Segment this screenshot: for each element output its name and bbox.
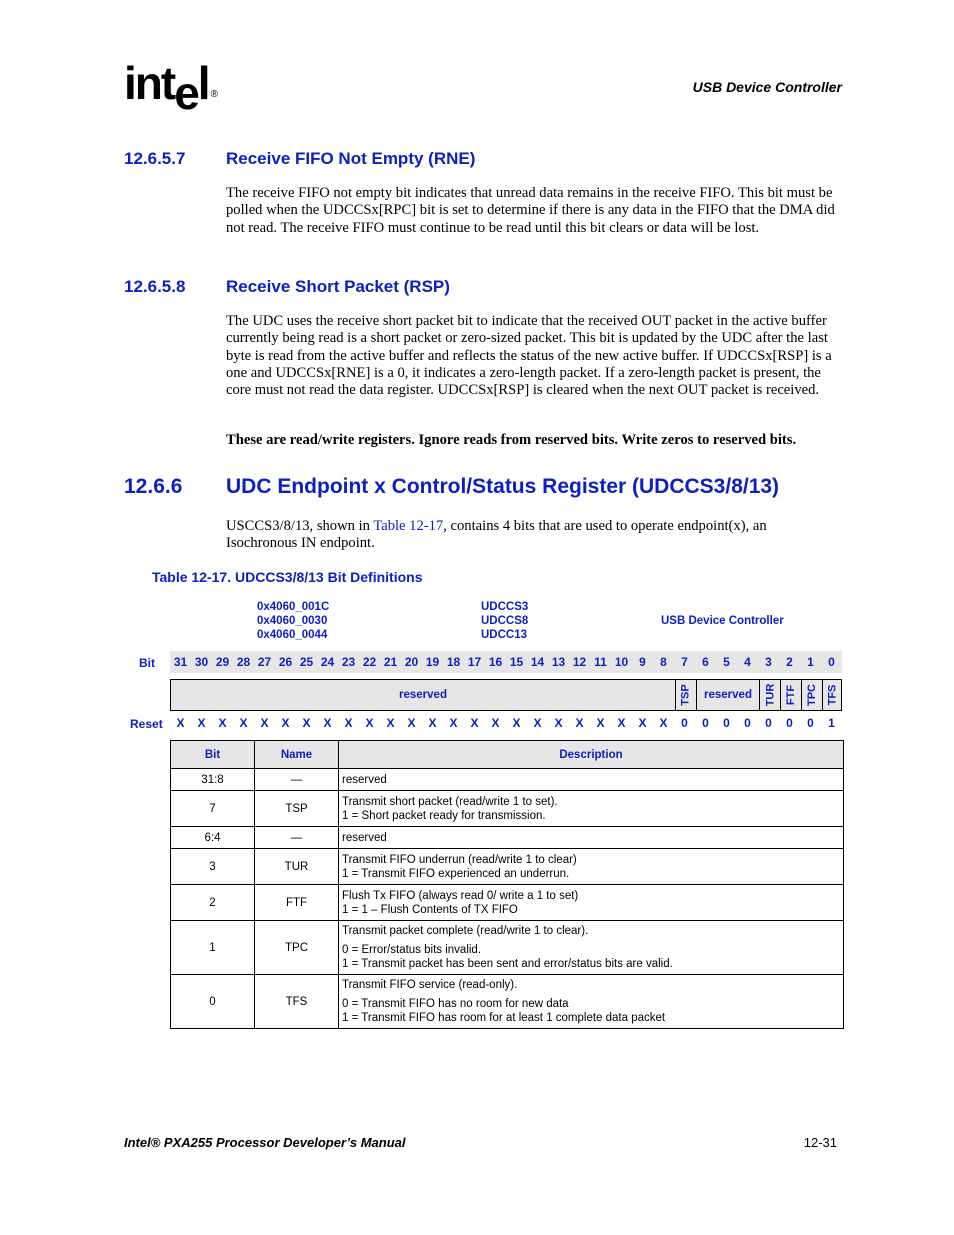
field-tpc (802, 680, 823, 710)
field-tsp (676, 680, 697, 710)
reset-value: X (533, 716, 542, 730)
bit-number-row (170, 651, 842, 673)
field-tur (760, 680, 781, 710)
bit-number: 17 (467, 655, 482, 669)
bit-number: 8 (660, 655, 667, 669)
name-cell: TPC (255, 921, 339, 975)
description-line: 1 = Transmit FIFO experienced an underrun. (342, 867, 570, 880)
reset-value: X (470, 716, 479, 730)
section-heading-udccs (124, 475, 884, 501)
reset-value: 1 (828, 716, 835, 730)
reset-value: X (428, 716, 437, 730)
description-line: reserved (342, 773, 387, 786)
section-title: Receive FIFO Not Empty (RNE) (226, 149, 476, 168)
reset-value: 0 (702, 716, 709, 730)
reset-value: X (554, 716, 563, 730)
note-read-write: These are read/write registers. Ignore reads from reserved bits. Write zeros to reserved bits. (226, 432, 797, 448)
description-line: 1 = 1 – Flush Contents of TX FIFO (342, 903, 518, 916)
description-cell (339, 791, 844, 827)
reset-value: X (617, 716, 626, 730)
bit-cell: 3 (171, 849, 255, 885)
bit-number: 2 (786, 655, 793, 669)
section-title: UDC Endpoint x Control/Status Register (UDCCS3/8/13) (226, 475, 780, 498)
table-row (171, 827, 844, 849)
table-row (171, 975, 844, 1029)
column-header-name: Name (255, 741, 339, 769)
reset-value: X (491, 716, 500, 730)
paragraph-udccs (226, 518, 826, 553)
section-number: 12.6.5.8 (124, 277, 186, 296)
bit-number: 1 (807, 655, 814, 669)
reset-value: X (218, 716, 227, 730)
footer-manual-title: Intel® PXA255 Processor Developer’s Manual (124, 1135, 406, 1150)
reset-value: X (638, 716, 647, 730)
bit-row-label: Bit (139, 656, 155, 670)
bit-number: 7 (681, 655, 688, 669)
bit-number: 28 (236, 655, 251, 669)
table-row (171, 791, 844, 827)
column-header-description: Description (339, 741, 844, 769)
description-cell (339, 921, 844, 975)
table-row (171, 921, 844, 975)
bit-number: 20 (404, 655, 419, 669)
description-line: 1 = Short packet ready for transmission. (342, 809, 546, 822)
bit-number: 14 (530, 655, 545, 669)
description-cell (339, 975, 844, 1029)
intel-logo: intel ® (124, 57, 218, 119)
field-tfs (823, 680, 841, 710)
reset-row-label: Reset (130, 717, 163, 731)
description-line: Flush Tx FIFO (always read 0/ write a 1 to set) (342, 889, 579, 902)
name-cell: TUR (255, 849, 339, 885)
name-cell: TSP (255, 791, 339, 827)
reset-value: X (659, 716, 668, 730)
field-label: FTF (785, 684, 798, 706)
bit-number: 10 (614, 655, 629, 669)
register-name: UDCCS8 (481, 615, 529, 627)
field-reserved-high (171, 680, 676, 710)
bit-number: 24 (320, 655, 335, 669)
bit-cell: 1 (171, 921, 255, 975)
field-label: TUR (764, 683, 777, 707)
description-line: 1 = Transmit FIFO has room for at least 1 complete data packet (342, 1012, 666, 1024)
reset-value: 0 (807, 716, 814, 730)
field-label: reserved (399, 689, 447, 701)
bit-number: 19 (425, 655, 440, 669)
footer-page-number: 12-31 (803, 1135, 837, 1150)
description-line: Transmit packet complete (read/write 1 to clear). (342, 925, 589, 937)
bit-number: 13 (551, 655, 566, 669)
reset-value: X (449, 716, 458, 730)
bit-number: 26 (278, 655, 293, 669)
register-name: UDCCS3 (481, 601, 529, 613)
field-label: TPC (806, 684, 818, 706)
unit-name: USB Device Controller (661, 615, 784, 627)
field-label: TSP (680, 684, 692, 706)
bit-number: 21 (383, 655, 398, 669)
description-line: Transmit FIFO service (read-only). (342, 979, 518, 991)
table-header-row (171, 741, 844, 769)
table-row (171, 885, 844, 921)
reset-value: X (176, 716, 185, 730)
bit-number: 6 (702, 655, 709, 669)
name-cell: — (255, 827, 339, 849)
bit-number: 0 (828, 655, 835, 669)
table-row (171, 769, 844, 791)
bit-number: 3 (765, 655, 772, 669)
reset-value: X (302, 716, 311, 730)
reset-value: X (344, 716, 353, 730)
description-line: 1 = Transmit packet has been sent and error/status bits are valid. (342, 958, 673, 970)
reset-value: 0 (765, 716, 772, 730)
body-text: , contains 4 bits that are used to operate endpoint(x), an Isochronous IN endpoint. (226, 518, 767, 552)
bit-number: 4 (744, 655, 751, 669)
section-heading-rne (124, 149, 824, 171)
name-cell: — (255, 769, 339, 791)
body-text: USCCS3/8/13, shown in (226, 518, 374, 534)
bit-number: 27 (257, 655, 272, 669)
name-cell: FTF (255, 885, 339, 921)
column-header-bit: Bit (171, 741, 255, 769)
reset-value: X (407, 716, 416, 730)
field-reserved-low (697, 680, 760, 710)
reset-value: X (386, 716, 395, 730)
paragraph-rsp: The UDC uses the receive short packet bit to indicate that the received OUT packet in the active buffer currently being read is a short packet or zero-sized packet. This bit is updated by the UDC after the last byte is read from the active buffer and reflects the status of the new active buffer. If UDCCSx[RSP] is a one and UDCCSx[RNE] is a 0, it indicates a zero-length packet. If a zero-length packet is present, the core must not read the data register. UDCCSx[RSP] is cleared when the next OUT packet is received. (226, 313, 832, 399)
table-caption: Table 12-17. UDCCS3/8/13 Bit Definitions (152, 569, 423, 585)
reset-value: X (260, 716, 269, 730)
bit-number: 12 (572, 655, 587, 669)
bit-number: 23 (341, 655, 356, 669)
section-number: 12.6.5.7 (124, 149, 186, 168)
table-row (171, 849, 844, 885)
register-list (481, 600, 528, 642)
description-line: reserved (342, 831, 387, 844)
field-label: reserved (704, 689, 752, 701)
bit-number: 18 (446, 655, 461, 669)
bit-number: 16 (488, 655, 503, 669)
description-cell (339, 769, 844, 791)
reset-value: X (239, 716, 248, 730)
section-title: Receive Short Packet (RSP) (226, 277, 450, 296)
description-line: Transmit FIFO underrun (read/write 1 to clear) (342, 853, 577, 866)
table-link[interactable]: Table 12-17 (373, 518, 444, 534)
header-section-title: USB Device Controller (692, 79, 842, 95)
reset-value: X (197, 716, 206, 730)
paragraph-rne: The receive FIFO not empty bit indicates that unread data remains in the receive FIFO. This bit must be polled when the UDCCSx[RPC] bit is set to determine if there is any data in the FIFO that the DMA did not read. The receive FIFO must continue to be read until this bit clears or data will be lost. (226, 185, 835, 236)
bit-cell: 31:8 (171, 769, 255, 791)
section-heading-rsp (124, 277, 824, 299)
description-line: 0 = Error/status bits invalid. (342, 944, 482, 956)
reset-value: 0 (786, 716, 793, 730)
bit-cell: 7 (171, 791, 255, 827)
reset-value: 0 (744, 716, 751, 730)
section-number: 12.6.6 (124, 475, 183, 498)
bit-number: 15 (509, 655, 524, 669)
name-cell: TFS (255, 975, 339, 1029)
address: 0x4060_0030 (257, 615, 328, 627)
reset-value: X (575, 716, 584, 730)
field-label: TFS (826, 684, 838, 706)
bit-number: 11 (594, 655, 607, 669)
register-field-row (170, 679, 842, 711)
description-cell (339, 885, 844, 921)
bit-number: 22 (362, 655, 377, 669)
bit-number: 5 (723, 655, 730, 669)
address: 0x4060_001C (257, 601, 330, 613)
reset-value: X (596, 716, 605, 730)
reset-value: 0 (723, 716, 730, 730)
address-list (257, 600, 329, 642)
bit-number: 25 (299, 655, 314, 669)
bit-number: 30 (194, 655, 209, 669)
description-line: Transmit short packet (read/write 1 to set). (342, 795, 558, 808)
bit-definitions-table (170, 740, 844, 1029)
field-ftf (781, 680, 802, 710)
reset-value: X (365, 716, 374, 730)
reset-value: X (281, 716, 290, 730)
bit-number: 29 (215, 655, 230, 669)
reset-value: X (323, 716, 332, 730)
description-line: 0 = Transmit FIFO has no room for new data (342, 998, 569, 1010)
bit-cell: 6:4 (171, 827, 255, 849)
reset-value: 0 (681, 716, 688, 730)
bit-number: 31 (173, 655, 188, 669)
register-name: UDCC13 (481, 629, 528, 641)
reset-value: X (512, 716, 521, 730)
reset-value-row (170, 712, 842, 734)
description-cell (339, 849, 844, 885)
bit-cell: 0 (171, 975, 255, 1029)
bit-cell: 2 (171, 885, 255, 921)
bit-number: 9 (639, 655, 646, 669)
address: 0x4060_0044 (257, 629, 328, 641)
description-cell (339, 827, 844, 849)
